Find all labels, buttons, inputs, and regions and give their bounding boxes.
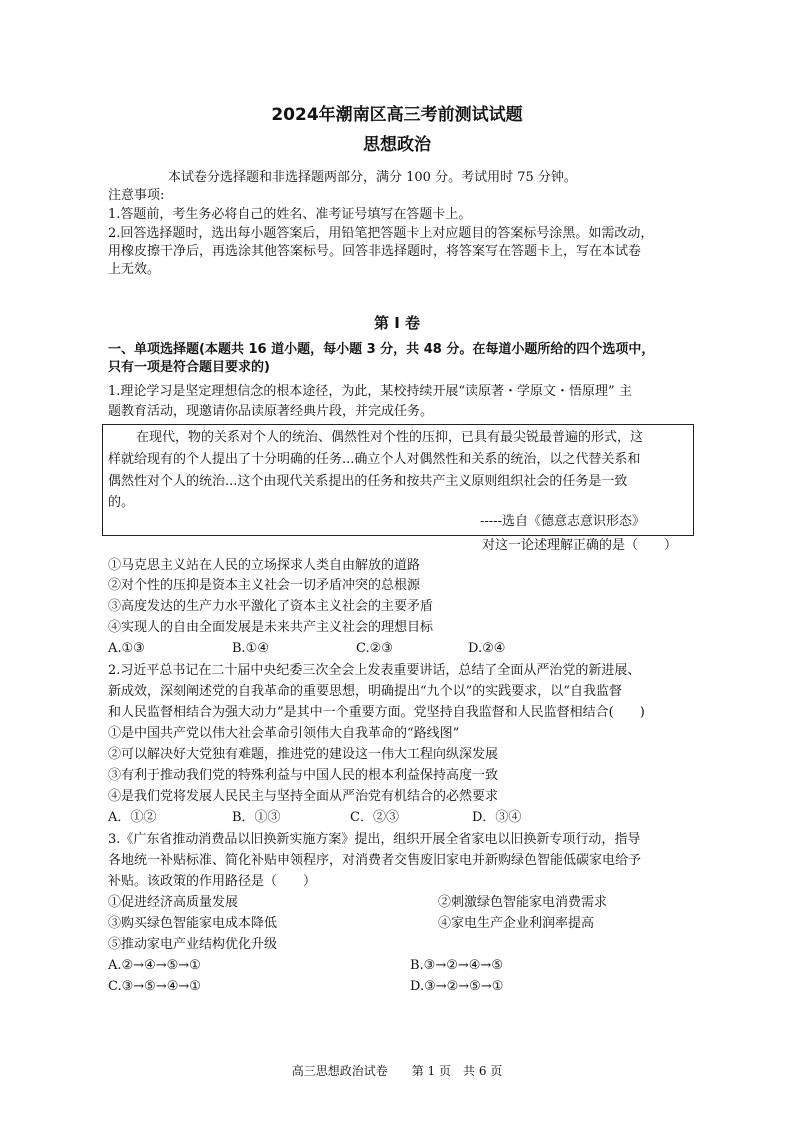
part-heading: 第 I 卷 [373,314,421,332]
q2-option-a: A．①② [108,810,157,825]
quote-line-4: 的。 [108,495,135,510]
notes-heading: 注意事项: [108,188,165,203]
q1-statement-2: ②对个性的压抑是资本主义社会一切矛盾冲突的总根源 [108,578,421,593]
section-heading-line-1: 一、单项选择题(本题共 16 道小题，每小题 3 分，共 48 分。在每道小题所给的四个选项中， [108,342,655,357]
q3-option-b: B.③→②→④→⑤ [410,958,503,973]
q1-statement-1: ①马克思主义站在人民的立场探求人类自由解放的道路 [108,558,421,573]
q3-stem-line-1: 3.《广东省推动消费品以旧换新实施方案》提出，组织开展全省家电以旧换新专项行动，指导 [108,832,641,847]
q3-statement-4: ④家电生产企业利润率提高 [438,916,595,931]
q2-stem-line-1: 2.习近平总书记在二十届中央纪委三次全会上发表重要讲话，总结了全面从严治党的新进展、 [108,663,641,678]
q2-statement-2: ②可以解决好大党独有难题，推进党的建设这一伟大工程向纵深发展 [108,747,499,762]
q1-stem-line-2: 题教育活动，现邀请你品读原著经典片段，并完成任务。 [108,404,434,419]
q2-option-c: C．②③ [350,810,399,825]
q2-option-d: D．③④ [472,810,522,825]
q3-statement-5: ⑤推动家电产业结构优化升级 [108,937,278,952]
quote-line-1: 在现代，物的关系对个人的统治、偶然性对个性的压抑，已具有最尖锐最普遍的形式，这 [136,430,644,445]
q3-statement-2: ②刺激绿色智能家电消费需求 [438,895,608,910]
q1-ask: 对这一论述理解正确的是（ ） [482,538,678,553]
q2-statement-3: ③有利于推动我们党的特殊利益与中国人民的根本利益保持高度一致 [108,768,499,783]
q3-option-d: D.③→②→⑤→① [410,979,504,994]
q1-option-b: B.①④ [232,641,269,656]
q2-statement-4: ④是我们党将发展人民民主与坚持全面从严治党有机结合的必然要求 [108,789,499,804]
exam-title: 2024年潮南区高三考前测试试题 [271,105,523,125]
quote-line-2: 样就给现有的个人提出了十分明确的任务...确立个人对偶然性和关系的统治，以之代替关系和 [108,452,641,467]
q2-statement-1: ①是中国共产党以伟大社会革命引领伟大自我革命的“路线图” [108,726,460,741]
q2-stem-line-2: 新成效，深刻阐述党的自我革命的重要思想，明确提出“九个以”的实践要求，以“自我监督 [108,684,622,699]
q3-stem-line-2: 各地统一补贴标准、简化补贴申领程序，对消费者交售废旧家电并新购绿色智能低碳家电给予 [108,853,642,868]
exam-intro: 本试卷分选择题和非选择题两部分，满分 100 分。考试用时 75 分钟。 [168,170,577,185]
q1-stem-line-1: 1.理论学习是坚定理想信念的根本途径，为此，某校持续开展“读原著・学原文・悟原理” 主 [108,384,632,399]
q3-option-c: C.③→⑤→④→① [108,979,201,994]
section-heading-line-2: 只有一项是符合题目要求的) [108,360,270,375]
q3-statement-3: ③购买绿色智能家电成本降低 [108,916,278,931]
page-footer: 高三思想政治试卷 第 1 页 共 6 页 [291,1064,503,1078]
q1-option-a: A.①③ [108,641,145,656]
note-item-1: 1.答题前，考生务必将自己的姓名、准考证号填写在答题卡上。 [108,207,472,222]
q3-stem-line-3: 补贴。该政策的作用路径是（ ） [108,874,317,889]
q1-statement-4: ④实现人的自由全面发展是未来共产主义社会的理想目标 [108,620,434,635]
exam-subject: 思想政治 [363,135,431,155]
note-item-2-line-1: 2.回答选择题时，选出每小题答案后，用铅笔把答题卡上对应题目的答案标号涂黑。如需改动， [108,226,654,241]
q2-option-b: B．①③ [232,810,281,825]
note-item-2-line-2: 用橡皮擦干净后，再选涂其他答案标号。回答非选择题时，将答案写在答题卡上，写在本试卷 [108,244,642,259]
q2-stem-line-3: 和人民监督相结合为强大动力”是其中一个重要方面。党坚持自我监督和人民监督相结合( ) [108,705,645,720]
quote-source: -----选自《德意志意识形态》 [480,514,645,529]
q3-option-a: A.②→④→⑤→① [108,958,201,973]
note-item-2-line-3: 上无效。 [108,262,161,277]
q1-option-d: D.②④ [468,641,506,656]
q1-option-c: C.②③ [356,641,393,656]
quote-line-3: 偶然性对个人的统治...这个由现代关系提出的任务和按共产主义原则组织社会的任务是一致 [108,474,628,489]
q1-statement-3: ③高度发达的生产力水平激化了资本主义社会的主要矛盾 [108,599,434,614]
q3-statement-1: ①促进经济高质量发展 [108,895,239,910]
